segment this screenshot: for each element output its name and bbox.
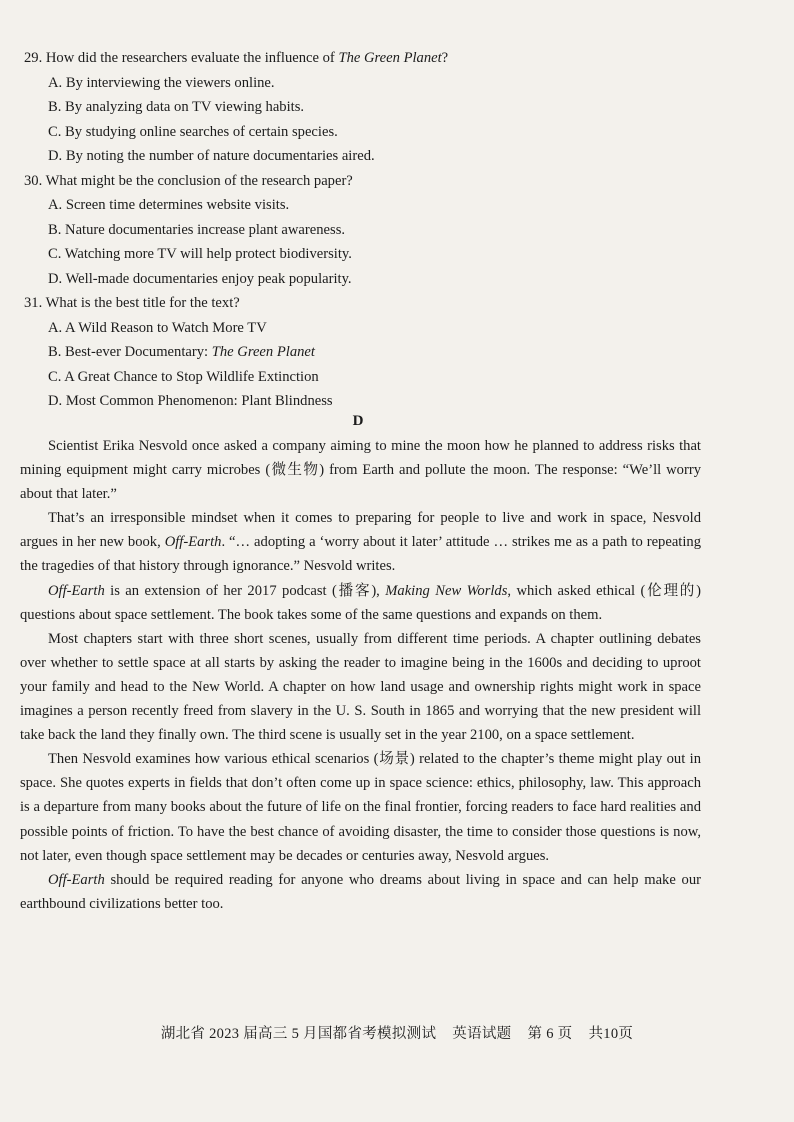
option-d: D. By noting the number of nature documentaries aired. [48, 148, 375, 164]
question-stem: 30. What might be the conclusion of the research paper? [24, 172, 353, 189]
option-a: A. Screen time determines website visits. [48, 197, 290, 213]
question-29 [24, 46, 744, 169]
question-31 [24, 291, 744, 414]
option-c: C. Watching more TV will help protect biodiversity. [48, 246, 352, 262]
paragraph-1: Scientist Erika Nesvold once asked a company aiming to mine the moon how he planned to address risks that mining equipment might carry microbes (微生物) from Earth and pollute the moon. The response: “We’ll worry about that later.” [20, 438, 701, 503]
book-title: Off-Earth [48, 871, 105, 888]
option-d: D. Well-made documentaries enjoy peak popularity. [48, 270, 352, 287]
title-emphasis: The Green Planet [338, 50, 442, 66]
section-heading: D [352, 413, 364, 429]
book-title: Off-Earth [48, 582, 105, 599]
question-30 [24, 169, 744, 292]
paragraph-5: Then Nesvold examines how various ethical scenarios (场景) related to the chapter’s theme might play out in space. She quotes experts in fields that don’t often come up in space science: ethics, philosophy, law. This approach is a departure from many books about the future of life on the final frontier, forcing readers to face hard realities and possible points of friction. To have the best chance of avoiding disaster, the time to consider those questions is now, not later, even though space settlement may be decades or centuries away, Nesvold argues. [20, 751, 701, 864]
title-emphasis: The Green Planet [211, 344, 315, 360]
paragraph-4: Most chapters start with three short scenes, usually from different time periods. A chapter outlining debates over whether to settle space at all starts by asking the reader to imagine being in the 1600s and deciding to uproot your family and head to the New World. A chapter on how land usage and ownership rights might work in space imagines a person recently freed from slavery in the U. S. South in 1865 and worrying that the new president will take back the land they finally own. The third scene is usually set in the year 2100, on a space settlement. [20, 630, 701, 744]
option-c: C. A Great Chance to Stop Wildlife Extinction [48, 368, 319, 385]
question-stem: 31. What is the best title for the text? [24, 295, 240, 311]
option-a: A. A Wild Reason to Watch More TV [48, 319, 267, 336]
paragraph-3: Off-Earth is an extension of her 2017 podcast (播客), Making New Worlds, which asked ethical (伦理的) questions about space settlement. The book takes some of the same questions and expands on them. [20, 582, 702, 623]
option-a: A. By interviewing the viewers online. [48, 74, 275, 91]
total-pages: 共10页 [588, 1026, 634, 1042]
paragraph-6: Off-Earth should be required reading for anyone who dreams about living in space and can help make our earthbound civilizations better too. [20, 871, 701, 912]
book-title: Off-Earth [164, 534, 222, 551]
subject-label: 英语试题 [452, 1026, 512, 1042]
reading-passage [20, 434, 701, 916]
page-number: 第 6 页 [527, 1026, 573, 1042]
paragraph-2: That’s an irresponsible mindset when it comes to preparing for people to live and work in space, Nesvold argues in her new book, Off-Earth. “… adopting a ‘worry about it later’ attitude … strikes me as a path to repeating the tragedies of that history through ignorance.” Nesvold writes. [20, 510, 702, 575]
option-b: B. Best-ever Documentary: The Green Planet [48, 344, 315, 360]
page-footer [0, 1024, 794, 1044]
questions-section [24, 46, 744, 414]
option-b: B. By analyzing data on TV viewing habits. [48, 99, 305, 115]
exam-name: 湖北省 2023 届高三 5 月国都省考模拟测试 [160, 1026, 437, 1042]
question-stem: 29. How did the researchers evaluate the influence of The Green Planet? [24, 50, 449, 66]
option-c: C. By studying online searches of certain species. [48, 123, 338, 140]
option-d: D. Most Common Phenomenon: Plant Blindness [48, 393, 333, 409]
option-b: B. Nature documentaries increase plant awareness. [48, 221, 346, 238]
podcast-title: Making New Worlds [385, 582, 508, 599]
